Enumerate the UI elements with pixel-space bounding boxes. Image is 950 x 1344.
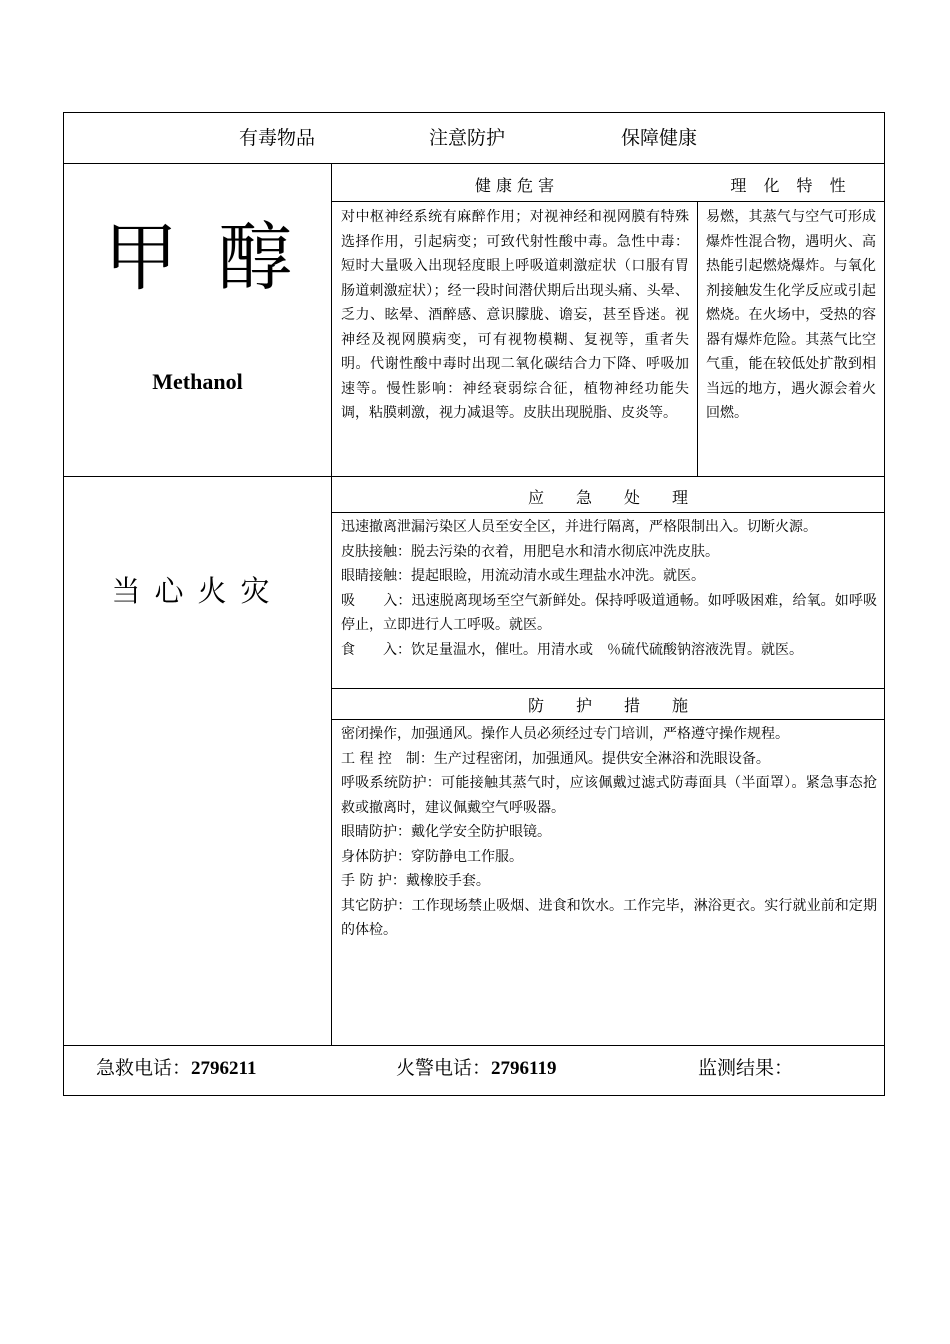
- divider: [331, 688, 884, 689]
- properties-text: 易燃，其蒸气与空气可形成爆炸性混合物，遇明火、高热能引起燃烧爆炸。与氧化剂接触发生化学反应或引起燃烧。在火场中，受热的容器有爆炸危险。其蒸气比空气重，能在较低处扩散到相当远的地方，遇火源会着火回燃。: [706, 209, 876, 421]
- health-hazard-text: 对中枢神经系统有麻醉作用；对视神经和视网膜有特殊选择作用，引起病变；可致代射性酸中毒。急性中毒：短时大量吸入出现轻度眼上呼吸道刺激症状（口服有胃肠道刺激症状）；经一段时间潜伏期后出现头痛、头晕、乏力、眩晕、酒醉感、意识朦胧、谵妄，甚至昏迷。视神经及视网膜病变，可有视物模糊、复视等，重者失明。代谢性酸中毒时出现二氧化碳结合力下降、呼吸加速等。慢性影响：神经衰弱综合征，植物神经功能失调，粘膜刺激，视力减退等。皮肤出现脱脂、皮炎等。: [341, 209, 689, 421]
- emergency-line-inhale: 吸 入：迅速脱离现场至空气新鲜处。保持呼吸道通畅。如呼吸困难，给氧。如呼吸停止，立即进行人工呼吸。就医。: [341, 592, 877, 633]
- divider: [331, 719, 884, 720]
- first-aid-number: 2796211: [191, 1058, 257, 1079]
- properties-heading: 理 化 特 性: [730, 176, 852, 195]
- emergency-heading: 应 急 处 理: [527, 488, 688, 507]
- protection-text: [341, 722, 877, 943]
- monitor-result-label: 监测结果：: [698, 1057, 794, 1079]
- emergency-line-ingest: 食 入：饮足量温水，催吐。用清水或 ％硫代硫酸钠溶液洗胃。就医。: [341, 641, 803, 658]
- fire-warning-label: 当心火灾: [111, 574, 284, 608]
- substance-char-1: 甲: [104, 215, 178, 301]
- substance-name-en: Methanol: [152, 369, 243, 394]
- slogan-toxic: 有毒物品: [239, 127, 316, 149]
- divider: [697, 201, 698, 476]
- emergency-line: 迅速撤离泄漏污染区人员至安全区，并进行隔离，严格限制出入。切断火源。: [341, 519, 817, 535]
- divider: [331, 512, 884, 513]
- first-aid-label: 急救电话：: [96, 1057, 192, 1079]
- fire-number: 2796119: [491, 1058, 557, 1079]
- protection-line-eyes: 眼睛防护：戴化学安全防护眼镜。: [341, 824, 551, 840]
- fire-phone: [396, 1053, 556, 1080]
- protection-line-respiratory: 呼吸系统防护：可能接触其蒸气时，应该佩戴过滤式防毒面具（半面罩）。紧急事态抢救或撤离时，建议佩戴空气呼吸器。: [341, 775, 877, 816]
- protection-heading: 防 护 措 施: [527, 696, 688, 715]
- substance-char-2: 醇: [218, 215, 292, 301]
- hazard-card: [63, 112, 885, 1096]
- divider: [64, 476, 884, 477]
- slogan-protect: 注意防护: [429, 127, 506, 149]
- slogan-health: 保障健康: [621, 127, 698, 149]
- divider: [331, 201, 884, 202]
- protection-line-hands: 手 防 护：戴橡胶手套。: [341, 873, 490, 889]
- protection-line: 密闭操作，加强通风。操作人员必须经过专门培训，严格遵守操作规程。: [341, 726, 789, 742]
- divider: [64, 1045, 884, 1046]
- emergency-line-eyes: 眼睛接触：提起眼睑，用流动清水或生理盐水冲洗。就医。: [341, 568, 705, 584]
- fire-label: 火警电话：: [396, 1057, 492, 1079]
- first-aid-phone: [96, 1053, 256, 1080]
- health-hazard-heading: 健 康 危 害: [474, 176, 555, 195]
- divider: [64, 163, 884, 164]
- protection-line-other: 其它防护：工作现场禁止吸烟、进食和饮水。工作完毕，淋浴更衣。实行就业前和定期的体检。: [341, 897, 877, 938]
- protection-line-body: 身体防护：穿防静电工作服。: [341, 848, 523, 865]
- emergency-line-skin: 皮肤接触：脱去污染的衣着，用肥皂水和清水彻底冲洗皮肤。: [341, 543, 719, 560]
- emergency-text: [341, 515, 877, 662]
- divider: [331, 163, 332, 1045]
- substance-name-cn: [104, 199, 292, 305]
- protection-line-engineering: 工 程 控 制：生产过程密闭，加强通风。提供安全淋浴和洗眼设备。: [341, 750, 770, 767]
